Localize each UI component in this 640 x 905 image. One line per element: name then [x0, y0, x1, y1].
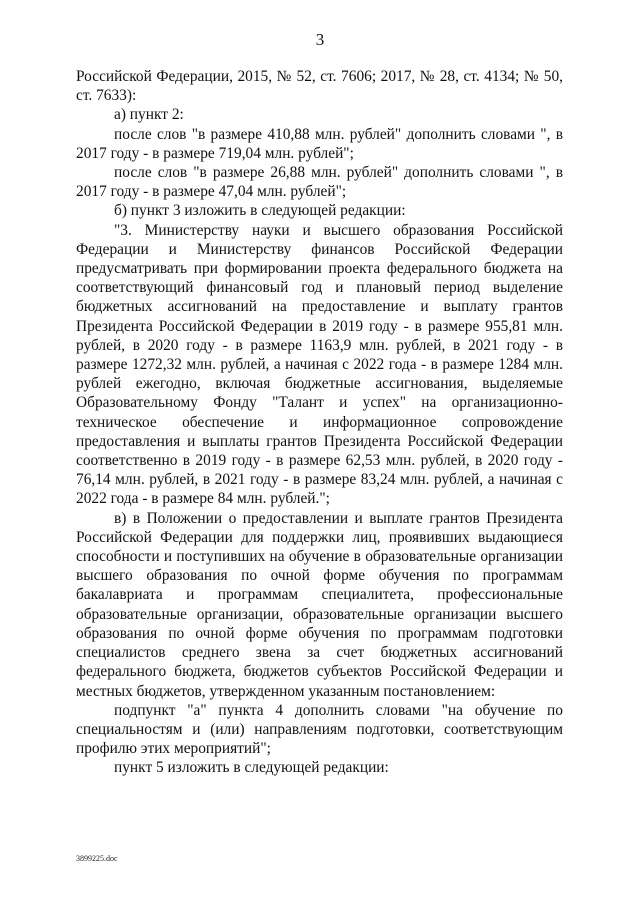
paragraph-item-v: в) в Положении о предоставлении и выплате грантов Президента Российской Федерации для поддержки лиц, проявивших выдающиеся способности и поступивших на обучение в образовательные организации высшего образования по очной форме обучения по программам бакалавриата и программам специалитета, профессиональные образовательные организации, образовательные организации высшего образования по очной форме обучения по программам подготовки специалистов среднего звена за счет бюджетных ассигнований федерального бюджета, бюджетов субъектов Российской Федерации и местных бюджетов, утвержденном указанным постановлением:: [76, 509, 563, 700]
paragraph-amendment-2: после слов "в размере 26,88 млн. рублей" дополнить словами ", в 2017 году - в размере 47,04 млн. рублей";: [76, 164, 563, 201]
paragraph-subitem-a: подпункт "а" пункта 4 дополнить словами "на обучение по специальностям и (или) направлениям подготовки, соответствующим профилю этих мероприятий";: [76, 701, 563, 758]
paragraph-amendment-1: после слов "в размере 410,88 млн. рублей" дополнить словами ", в 2017 году - в размере 719,04 млн. рублей";: [76, 125, 563, 162]
paragraph-point-5: пункт 5 изложить в следующей редакции:: [114, 759, 389, 777]
document-body: [76, 67, 563, 778]
page-number: 3: [315, 30, 325, 49]
paragraph-item-b: б) пункт 3 изложить в следующей редакции:: [114, 202, 406, 220]
paragraph-citation-continuation: Российской Федерации, 2015, № 52, ст. 7606; 2017, № 28, ст. 4134; № 50, ст. 7633):: [76, 68, 563, 105]
document-file-code: 3899225.doc: [76, 854, 118, 863]
paragraph-item-a: а) пункт 2:: [114, 106, 184, 124]
paragraph-point-3-text: "3. Министерству науки и высшего образования Российской Федерации и Министерству финансов Российской Федерации предусматривать при формировании проекта федерального бюджета на соответствующий финансовый год и плановый период выделение бюджетных ассигнований на предоставление и выплату грантов Президента Российской Федерации в 2019 году - в размере 955,81 млн. рублей, в 2020 году - в размере 1163,9 млн. рублей, в 2021 году - в размере 1272,32 млн. рублей, а начиная с 2022 года - в размере 1284 млн. рублей ежегодно, включая бюджетные ассигнования, выделяемые Образовательному Фонду "Талант и успех" на организационно-техническое обеспечение и информационное сопровождение предоставления и выплаты грантов Президента Российской Федерации соответственно в 2019 году - в размере 62,53 млн. рублей, в 2020 году - 76,14 млн. рублей, в 2021 году - в размере 83,24 млн. рублей, а начиная с 2022 года - в размере 84 млн. рублей.";: [76, 221, 563, 508]
